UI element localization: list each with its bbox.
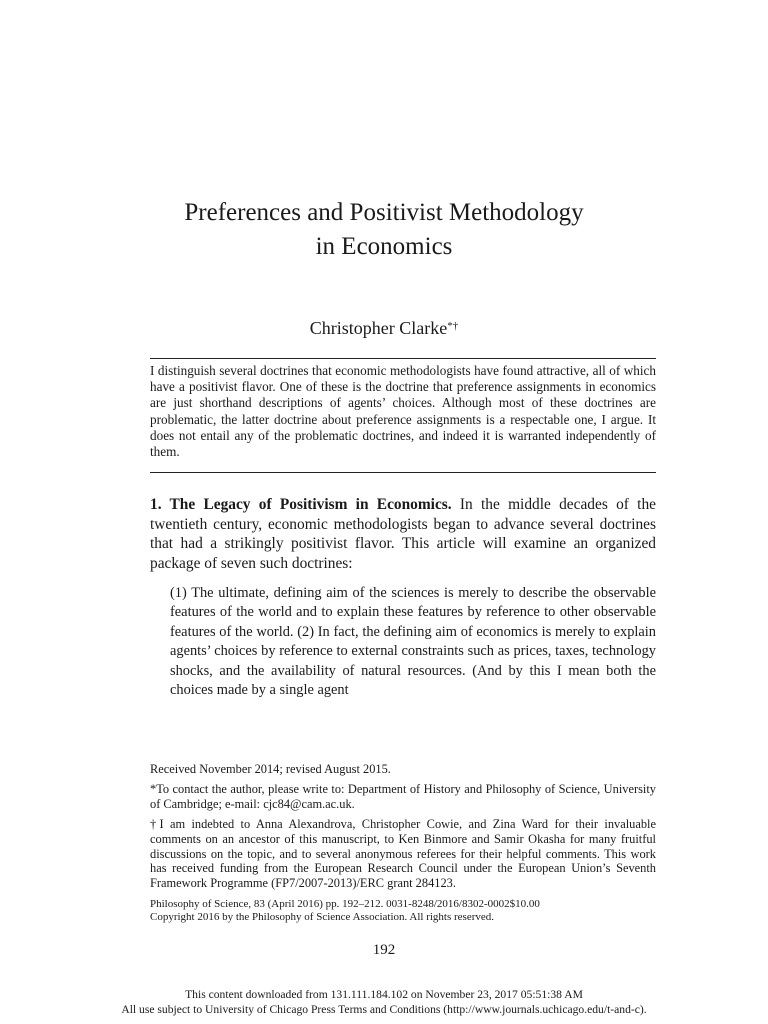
page-number: 192: [372, 942, 396, 958]
received-note: Received November 2014; revised August 2015.: [150, 762, 391, 776]
section-1-paragraph: [150, 495, 656, 573]
acknowledgments-note: †I am indebted to Anna Alexandrova, Christopher Cowie, and Zina Ward for their invaluable comments on an ancestor of this manuscript, to Ken Binmore and Samir Okasha for many fruitful discussions on the topic, and to several anonymous referees for their helpful comments. This work has received funding from the European Research Council under the European Union’s Seventh Framework Programme (FP7/2007-2013)/ERC grant 284123.: [150, 816, 656, 891]
abstract-top-rule: [150, 358, 656, 359]
contact-note: *To contact the author, please write to: Department of History and Philosophy of Science, University of Cambridge; e-mail: cjc84@cam.ac.uk.: [150, 781, 656, 811]
article-title-line-2: in Economics: [315, 233, 453, 260]
download-notice-line-2: All use subject to University of Chicago Press Terms and Conditions (http://www.journals.uchicago.edu/t-and-c).: [121, 1002, 647, 1016]
footnotes: [150, 762, 656, 896]
section-heading: 1. The Legacy of Positivism in Economics.: [150, 496, 452, 513]
section-text: In the middle decades of the twentieth century, economic methodologists began to advance several doctrines that had a strikingly positivist flavor. This article will examine an organized package of seven such doctrines:: [150, 496, 656, 572]
abstract: I distinguish several doctrines that economic methodologists have found attractive, all of which have a positivist flavor. One of these is the doctrine that preference assignments in economics are just shorthand descriptions of agents’ choices. Although most of these doctrines are problematic, the latter doctrine about preference assignments is a respectable one, I argue. It does not entail any of the problematic doctrines, and indeed it is warranted independently of them.: [150, 363, 656, 460]
journal-copyright: Copyright 2016 by the Philosophy of Science Association. All rights reserved.: [150, 910, 495, 923]
author-footnote-marks: *†: [447, 320, 459, 332]
journal-citation: Philosophy of Science, 83 (April 2016) pp. 192–212. 0031-8248/2016/8302-0002$10.00: [150, 898, 540, 910]
doctrine-list-quote: (1) The ultimate, defining aim of the sciences is merely to describe the observable features of the world and to explain these features by reference to other observable features of the world. (2) In fact, the defining aim of economics is merely to explain agents’ choices by reference to external constraints such as prices, taxes, technology shocks, and the availability of natural resources. (And by this I mean both the choices made by a single agent: [170, 585, 656, 699]
download-notice-line-1: This content downloaded from 131.111.184.102 on November 23, 2017 05:51:38 AM: [185, 988, 583, 1001]
abstract-bottom-rule: [150, 472, 656, 473]
journal-info: [150, 898, 656, 924]
author-name: Christopher Clarke: [309, 318, 448, 338]
download-notice: [0, 988, 768, 1017]
article-title: [100, 196, 668, 264]
article-title-line-1: Preferences and Positivist Methodology: [184, 199, 584, 226]
author-line: [100, 316, 668, 340]
